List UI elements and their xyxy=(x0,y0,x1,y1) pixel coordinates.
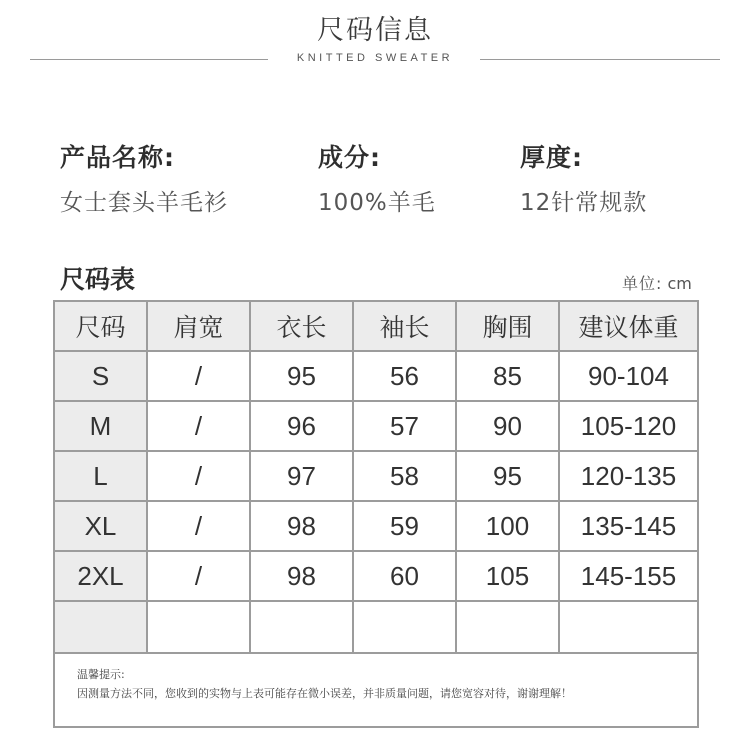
table-cell: / xyxy=(147,551,250,601)
size-cell: XL xyxy=(54,501,147,551)
unit-label: 单位: xyxy=(622,274,663,293)
header-cell: 尺码 xyxy=(54,301,147,351)
table-row-empty xyxy=(54,601,698,653)
table-cell: 90-104 xyxy=(559,351,698,401)
info-value: 12针常规款 xyxy=(520,190,648,216)
table-cell: 95 xyxy=(250,351,353,401)
table-cell: 135-145 xyxy=(559,501,698,551)
tips-title: 温馨提示: xyxy=(77,668,125,681)
table-cell: 97 xyxy=(250,451,353,501)
size-cell: S xyxy=(54,351,147,401)
size-cell-empty xyxy=(54,601,147,653)
header-cell: 肩宽 xyxy=(147,301,250,351)
info-product-name xyxy=(60,138,228,217)
unit-value: cm xyxy=(667,274,692,293)
table-header-row xyxy=(54,301,698,351)
header-cell: 衣长 xyxy=(250,301,353,351)
info-thickness xyxy=(520,138,647,217)
table-cell: / xyxy=(147,501,250,551)
table-cell: 105 xyxy=(456,551,559,601)
table-row xyxy=(54,451,698,501)
table-row xyxy=(54,501,698,551)
table-cell: 56 xyxy=(353,351,456,401)
table-cell: 98 xyxy=(250,501,353,551)
header-cell: 袖长 xyxy=(353,301,456,351)
info-label: 厚度: xyxy=(520,143,583,172)
table-cell: / xyxy=(147,351,250,401)
table-cell: 57 xyxy=(353,401,456,451)
table-cell: 96 xyxy=(250,401,353,451)
tips-text: 因测量方法不同，您收到的实物与上表可能存在微小误差，并非质量问题，请您宽容对待，谢谢理解！ xyxy=(77,687,572,700)
table-cell: 98 xyxy=(250,551,353,601)
table-cell: 58 xyxy=(353,451,456,501)
table-row xyxy=(54,401,698,451)
size-cell: L xyxy=(54,451,147,501)
info-composition xyxy=(318,138,436,217)
page-title: 尺码信息 xyxy=(317,15,433,46)
info-value: 女士套头羊毛衫 xyxy=(60,190,228,216)
size-cell: 2XL xyxy=(54,551,147,601)
table-cell-empty xyxy=(147,601,250,653)
table-row xyxy=(54,551,698,601)
table-cell: 100 xyxy=(456,501,559,551)
size-table xyxy=(53,300,699,728)
table-cell: 85 xyxy=(456,351,559,401)
table-row xyxy=(54,351,698,401)
table-cell: 105-120 xyxy=(559,401,698,451)
page-subtitle: KNITTED SWEATER xyxy=(296,52,454,64)
info-label: 成分: xyxy=(318,143,381,172)
table-cell: 120-135 xyxy=(559,451,698,501)
table-cell: 59 xyxy=(353,501,456,551)
title-divider-right xyxy=(480,59,720,60)
table-cell: / xyxy=(147,401,250,451)
table-cell: 145-155 xyxy=(559,551,698,601)
info-label: 产品名称: xyxy=(60,143,175,172)
table-cell: 95 xyxy=(456,451,559,501)
size-cell: M xyxy=(54,401,147,451)
size-table-title: 尺码表 xyxy=(60,265,136,294)
table-cell: / xyxy=(147,451,250,501)
table-cell: 90 xyxy=(456,401,559,451)
table-cell-empty xyxy=(456,601,559,653)
table-cell-empty xyxy=(353,601,456,653)
table-cell: 60 xyxy=(353,551,456,601)
unit-indicator xyxy=(622,271,692,294)
header-cell: 建议体重 xyxy=(559,301,698,351)
table-note-row xyxy=(54,653,698,727)
table-cell-empty xyxy=(250,601,353,653)
table-cell-empty xyxy=(559,601,698,653)
tips-note xyxy=(54,653,698,727)
info-value: 100%羊毛 xyxy=(318,190,436,216)
header-cell: 胸围 xyxy=(456,301,559,351)
